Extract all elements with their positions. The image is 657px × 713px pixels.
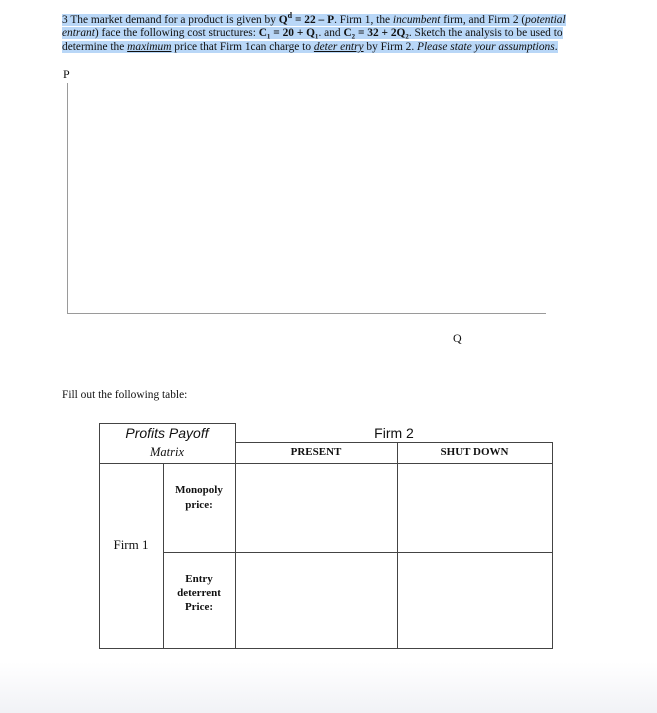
shut-down-column-header: SHUT DOWN bbox=[440, 446, 509, 458]
border-bottom bbox=[99, 648, 553, 649]
question-segment: . Sketch the analysis to be used to determine the bbox=[62, 27, 563, 53]
question-segment: ) face the following cost structures: bbox=[94, 27, 259, 40]
entry-line2: deterrent bbox=[177, 587, 221, 599]
question-number: 3 bbox=[62, 13, 68, 26]
x-axis-line bbox=[67, 313, 546, 314]
question-text bbox=[62, 9, 597, 55]
x-axis-label: Q bbox=[453, 331, 462, 345]
assumptions-term: Please state your assumptions bbox=[417, 40, 555, 53]
present-column-header: PRESENT bbox=[290, 446, 342, 458]
cell-deterrent-present[interactable] bbox=[236, 553, 397, 648]
entry-line1: Entry bbox=[185, 573, 213, 585]
question-segment: price that Firm 1can charge to bbox=[171, 40, 314, 53]
demand-superscript: d bbox=[287, 11, 293, 20]
y-axis-label: P bbox=[63, 67, 70, 81]
border-right bbox=[552, 442, 553, 649]
deter-entry-term: deter entry bbox=[313, 40, 364, 53]
cost-function-1: C₁ = 20 + Q₁ bbox=[258, 27, 319, 40]
firm1-row-header: Firm 1 bbox=[113, 537, 149, 552]
demand-equation bbox=[278, 11, 335, 26]
border-top-left bbox=[99, 423, 235, 424]
matrix-title-line2: Matrix bbox=[149, 445, 185, 459]
maximum-term: maximum bbox=[127, 40, 172, 53]
incumbent-term: incumbent bbox=[392, 13, 441, 26]
question-segment: . and bbox=[318, 27, 344, 40]
question-segment: . Firm 1, the bbox=[334, 13, 393, 26]
y-axis-line bbox=[67, 83, 68, 313]
table-instruction: Fill out the following table: bbox=[62, 389, 188, 401]
monopoly-price-label bbox=[163, 483, 235, 513]
cost-function-2: C₂ = 32 + 2Q₂ bbox=[343, 27, 409, 40]
potential-entrant-term: potential entrant bbox=[62, 13, 566, 40]
cell-monopoly-shutdown[interactable] bbox=[398, 464, 552, 552]
border-firm2-divider bbox=[235, 442, 553, 443]
question-segment: The market demand for a product is given by bbox=[67, 13, 279, 26]
entry-deterrent-price-label bbox=[163, 572, 235, 614]
demand-rest: = 22 – P bbox=[292, 13, 335, 26]
monopoly-line2: price: bbox=[185, 499, 213, 511]
demand-q: Q bbox=[278, 13, 288, 26]
entry-line3: Price: bbox=[184, 601, 214, 613]
question-segment: by Firm 2. bbox=[363, 40, 418, 53]
matrix-title-line1: Profits Payoff bbox=[125, 425, 209, 441]
cell-deterrent-shutdown[interactable] bbox=[398, 553, 552, 648]
firm2-header: Firm 2 bbox=[374, 425, 414, 441]
question-highlight bbox=[62, 11, 566, 53]
cell-monopoly-present[interactable] bbox=[236, 464, 397, 552]
monopoly-line1: Monopoly bbox=[175, 484, 223, 496]
question-segment: . bbox=[554, 40, 558, 53]
payoff-matrix-table bbox=[99, 423, 553, 650]
question-segment: firm, and Firm 2 ( bbox=[440, 13, 526, 26]
page-bottom-fade bbox=[0, 662, 657, 713]
